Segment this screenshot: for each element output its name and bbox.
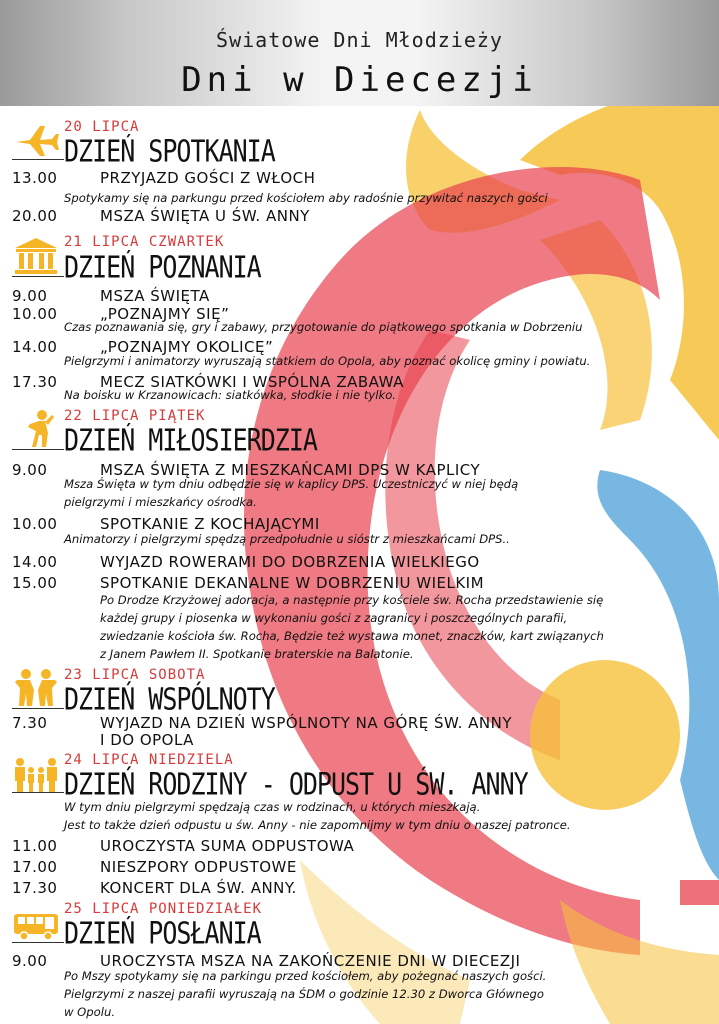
event-time: 7.30 [12, 714, 48, 732]
event-time: 9.00 [12, 952, 48, 970]
event-description: zwiedzanie kościoła św. Rocha, Będzie też wystawa monet, znaczków, kart związanych [100, 629, 604, 643]
day-date: 20 LIPCA [64, 119, 140, 135]
event-time: 15.00 [12, 574, 58, 592]
event-title: KONCERT DLA ŚW. ANNY. [100, 879, 297, 897]
event-description: każdej grupy i piosenka w wykonaniu gości z zagranicy i poszczególnych parafii, [100, 611, 568, 625]
day-divider [12, 159, 64, 160]
event-time: 11.00 [12, 837, 58, 855]
day-date: 23 LIPCA SOBOTA [64, 667, 206, 683]
day-divider [12, 792, 64, 793]
event-title: PRZYJAZD GOŚCI Z WŁOCH [100, 169, 316, 187]
event-time: 13.00 [12, 169, 58, 187]
building-icon [12, 236, 60, 276]
event-time: 17.30 [12, 373, 58, 391]
header-title: Dni w Diecezji [181, 60, 538, 100]
day-title: DZIEŃ MIŁOSIERDZIA [64, 423, 317, 458]
event-description: Spotykamy się na parkungu przed kościołem aby radośnie przywitać naszych gości [64, 191, 548, 205]
event-time: 14.00 [12, 553, 58, 571]
event-description: pielgrzymi i mieszkańcy ośrodka. [64, 495, 257, 509]
event-title: MSZA ŚWIĘTA [100, 287, 210, 305]
event-title: WYJAZD ROWERAMI DO DOBRZENIA WIELKIEGO [100, 553, 480, 571]
day-divider [12, 942, 64, 943]
event-title-continued: I DO OPOLA [100, 731, 194, 749]
day-title: DZIEŃ SPOTKANIA [64, 134, 275, 169]
event-title: MECZ SIATKÓWKI I WSPÓLNA ZABAWA [100, 373, 404, 391]
airplane-icon [12, 120, 60, 160]
day-title: DZIEŃ POSŁANIA [64, 916, 261, 951]
day-title: DZIEŃ POZNANIA [64, 250, 261, 285]
event-time: 17.30 [12, 879, 58, 897]
event-time: 20.00 [12, 207, 58, 225]
event-description: Pielgrzymi z naszej parafii wyruszają na ŚDM o godzinie 12.30 z Dworca Głównego [64, 987, 544, 1001]
event-description: z Janem Pawłem II. Spotkanie braterskie na Balatonie. [100, 647, 414, 661]
event-time: 17.00 [12, 858, 58, 876]
day-divider [12, 449, 64, 450]
event-time: 9.00 [12, 287, 48, 305]
group-icon [12, 668, 60, 708]
event-title: „POZNAJMY SIĘ” [100, 305, 230, 323]
day-date: 24 LIPCA NIEDZIELA [64, 752, 234, 768]
event-title: UROCZYSTA SUMA ODPUSTOWA [100, 837, 355, 855]
day-date: 21 LIPCA CZWARTEK [64, 234, 225, 250]
day-date: 25 LIPCA PONIEDZIAŁEK [64, 901, 263, 917]
event-title: UROCZYSTA MSZA NA ZAKOŃCZENIE DNI W DIECEZJI [100, 952, 521, 970]
event-title: „POZNAJMY OKOLICĘ” [100, 338, 274, 356]
day-date: 22 LIPCA PIĄTEK [64, 408, 206, 424]
header-supertitle: Światowe Dni Młodzieży [216, 28, 503, 52]
event-title: NIESZPORY ODPUSTOWE [100, 858, 297, 876]
event-description: W tym dniu pielgrzymi spędzają czas w rodzinach, u których mieszkają. [64, 800, 481, 814]
event-title: MSZA ŚWIĘTA Z MIESZKAŃCAMI DPS W KAPLICY [100, 461, 481, 479]
person-icon [12, 409, 60, 449]
day-divider [12, 708, 64, 709]
event-description: w Opolu. [64, 1005, 116, 1019]
event-time: 10.00 [12, 515, 58, 533]
event-description: Msza Święta w tym dniu odbędzie się w kaplicy DPS. Uczestniczyć w niej będą [64, 477, 519, 491]
event-description: Jest to także dzień odpustu u św. Anny - nie zapomnijmy w tym dniu o naszej patronce. [64, 818, 571, 832]
day-title: DZIEŃ RODZINY - ODPUST U ŚW. ANNY [64, 767, 528, 802]
event-description: Po Drodze Krzyżowej adoracja, a następnie przy kościele św. Rocha przedstawienie się [100, 593, 604, 607]
event-title: MSZA ŚWIĘTA U ŚW. ANNY [100, 207, 310, 225]
event-time: 9.00 [12, 461, 48, 479]
event-description: Na boisku w Krzanowicach: siatkówka, słodkie i nie tylko. [64, 388, 396, 402]
event-title: WYJAZD NA DZIEŃ WSPÓLNOTY NA GÓRĘ ŚW. ANNY [100, 714, 513, 732]
event-time: 14.00 [12, 338, 58, 356]
event-description: Animatorzy i pielgrzymi spędzą przedpołudnie u sióstr z mieszkańcami DPS.. [64, 532, 510, 546]
event-title: SPOTKANIE Z KOCHAJĄCYMI [100, 515, 320, 533]
event-time: 10.00 [12, 305, 58, 323]
event-description: Po Mszy spotykamy się na parkingu przed kościołem, aby pożegnać naszych gości. [64, 969, 547, 983]
day-divider [12, 276, 64, 277]
event-description: Pielgrzymi i animatorzy wyruszają statkiem do Opola, aby poznać okolicę gminy i powiatu. [64, 354, 591, 368]
day-title: DZIEŃ WSPÓLNOTY [64, 682, 275, 717]
event-title: SPOTKANIE DEKANALNE W DOBRZENIU WIELKIM [100, 574, 485, 592]
family-icon [12, 754, 60, 794]
bus-icon [12, 904, 60, 944]
event-description: Czas poznawania się, gry i zabawy, przygotowanie do piątkowego spotkania w Dobrzeniu [64, 320, 583, 334]
